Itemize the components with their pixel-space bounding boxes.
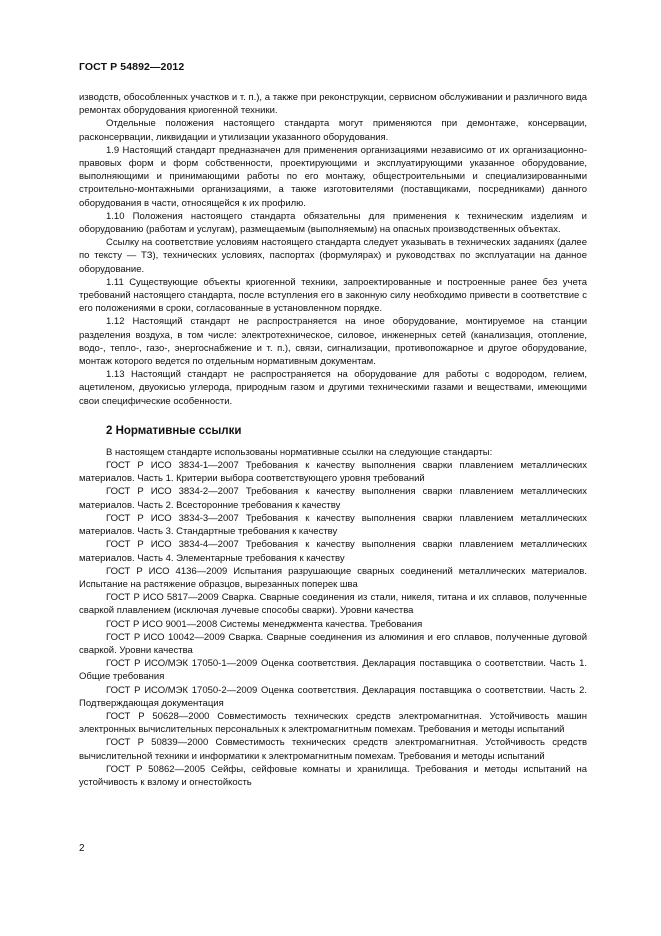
paragraph-continuation: изводств, обособленных участков и т. п.), а также при реконструкции, сервисном обслуживании и различного вида ремонтах оборудования криогенной техники. — [79, 92, 587, 117]
reference-item: ГОСТ Р ИСО 3834-4—2007 Требования к качеству выполнения сварки плавлением металлических материалов. Часть 4. Элементарные требования к качеству — [79, 539, 587, 564]
reference-item: ГОСТ Р ИСО 10042—2009 Сварка. Сварные соединения из алюминия и его сплавов, полученные дуговой сваркой. Уровни качества — [79, 631, 587, 656]
reference-item: ГОСТ Р ИСО 3834-2—2007 Требования к качеству выполнения сварки плавлением металлических материалов. Часть 2. Всесторонние требования к качеству — [79, 486, 587, 511]
paragraph-1-10: 1.10 Положения настоящего стандарта обязательны для применения к техническим изделиям и оборудованию (работам и услугам), размещаемым (выполняемым) на опасных производственных объектах. — [79, 210, 587, 236]
paragraph-1-12: 1.12 Настоящий стандарт не распространяется на иное оборудование, монтируемое на станции разделения воздуха, в том числе: электротехническое, силовое, инженерных сетей (канализация, отопление, водо-, тепло-, газо-, энергоснабжение и т. п.), связи, сигнализации, противопожарное и другое оборудование, монтаж которого ведется по отдельным нормативным документам. — [79, 316, 587, 368]
reference-item: ГОСТ Р 50839—2000 Совместимость технических средств электромагнитная. Устойчивость средств вычислительной техники и информатики к электромагнитным помехам. Требования и методы испытаний — [79, 737, 587, 762]
reference-item: ГОСТ Р ИСО 9001—2008 Системы менеджмента качества. Требования — [106, 618, 423, 630]
paragraph-1-11: 1.11 Существующие объекты криогенной техники, запроектированные и построенные ранее без учета требований настоящего стандарта, после вступления его в законную силу необходимо привести в соответствие с его положениями в сроки, согласованные в установленном порядке. — [79, 276, 587, 315]
reference-item: ГОСТ Р 50628—2000 Совместимость технических средств электромагнитная. Устойчивость машин электронных вычислительных персональных к электромагнитным помехам. Требования и методы испытаний — [79, 710, 587, 736]
reference-item: ГОСТ Р ИСО/МЭК 17050-1—2009 Оценка соответствия. Декларация поставщика о соответствии. Часть 1. Общие требования — [79, 658, 587, 683]
document-body — [79, 91, 587, 789]
paragraph-1-9: 1.9 Настоящий стандарт предназначен для применения организациями независимо от их организационно-правовых форм и форм собственности, проектирующими и эксплуатирующими указанное оборудование, выполняющими и принимающими работы по его монтажу, общестроительными и специализированными строительно-монтажными организациями, а также изготовителями (поставщиками, посредниками) данного оборудования в части, относящейся к их профилю. — [79, 144, 587, 209]
document-header: ГОСТ Р 54892—2012 — [79, 61, 185, 73]
reference-item: ГОСТ Р 50862—2005 Сейфы, сейфовые комнаты и хранилища. Требования и методы испытаний на устойчивость к взлому и огнестойкость — [79, 763, 587, 788]
references-intro: В настоящем стандарте использованы нормативные ссылки на следующие стандарты: — [106, 446, 493, 458]
reference-item: ГОСТ Р ИСО 3834-3—2007 Требования к качеству выполнения сварки плавлением металлических материалов. Часть 3. Стандартные требования к качеству — [79, 512, 587, 538]
reference-item: ГОСТ Р ИСО 3834-1—2007 Требования к качеству выполнения сварки плавлением металлических материалов. Часть 1. Критерии выбора соответствующего уровня требований — [79, 460, 587, 485]
reference-item: ГОСТ Р ИСО/МЭК 17050-2—2009 Оценка соответствия. Декларация поставщика о соответствии. Часть 2. Подтверждающая документация — [79, 684, 587, 709]
paragraph-1-13: 1.13 Настоящий стандарт не распространяется на оборудование для работы с водородом, гелием, ацетиленом, двуокисью углерода, природным газом и другими техническими газами и веществами, имеющими свои специфические особенности. — [79, 369, 587, 407]
reference-item: ГОСТ Р ИСО 5817—2009 Сварка. Сварные соединения из стали, никеля, титана и их сплавов, полученные сваркой плавлением (исключая лучевые способы сварки). Уровни качества — [79, 592, 587, 617]
page-number: 2 — [79, 843, 85, 854]
section-heading: 2 Нормативные ссылки — [106, 424, 242, 437]
reference-item: ГОСТ Р ИСО 4136—2009 Испытания разрушающие сварных соединений металлических материалов. Испытание на растяжение образцов, вырезанных поперек шва — [79, 565, 587, 590]
references-list — [79, 446, 587, 789]
paragraph: Ссылку на соответствие условиям настоящего стандарта следует указывать в технических заданиях (далее по тексту — ТЗ), технических условиях, паспортах (формулярах) и руководствах по эксплуатации на данное оборудование. — [79, 237, 587, 275]
paragraph: Отдельные положения настоящего стандарта могут применяются при демонтаже, консервации, расконсервации, ликвидации и утилизации указанного оборудования. — [79, 118, 587, 143]
